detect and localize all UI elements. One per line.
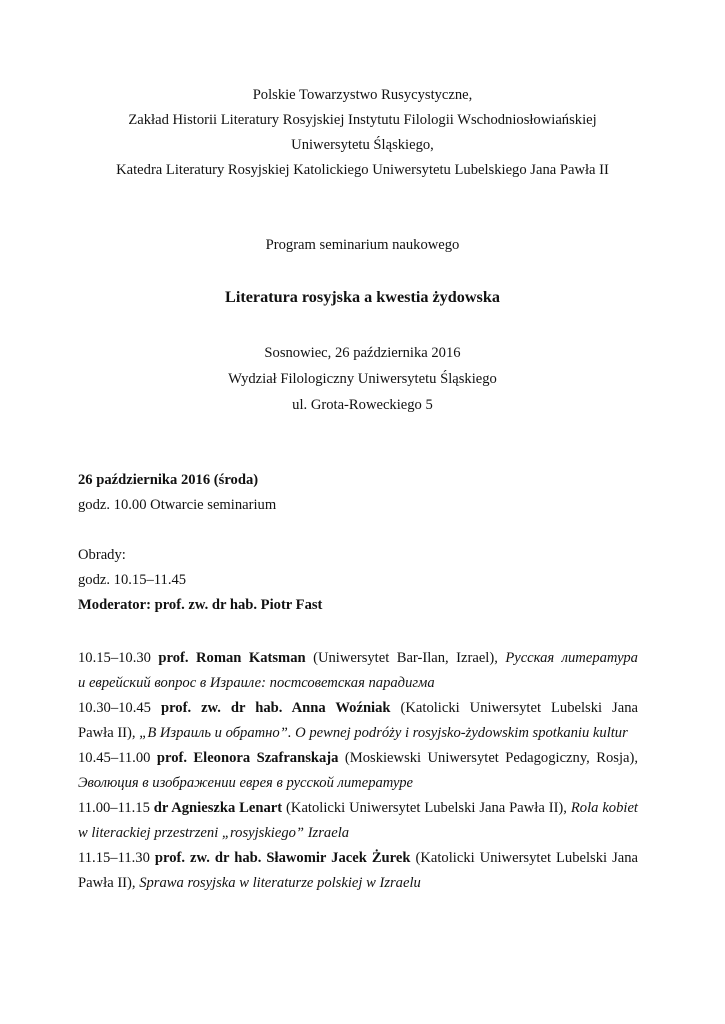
talk-time: 10.15–10.30 [78, 650, 151, 666]
talk-affiliation: (Katolicki Uniwersytet Lubelski Jana Pawła II), [286, 800, 567, 816]
talk-title: Rola kobiet [570, 800, 638, 816]
talk-title: „В Израиль и обратно”. O pewnej podróży i rosyjsko-żydowskim spotkaniu kultur [139, 725, 628, 741]
org-line-1: Polskie Towarzystwo Rusycystyczne, [252, 87, 473, 103]
document-title: Literatura rosyjska a kwestia żydowska [225, 288, 500, 306]
talk-2 [78, 696, 638, 746]
talk-title-continued: и еврейский вопрос в Израиле: постсоветская парадигма [78, 675, 435, 691]
talk-time: 11.15–11.30 [78, 850, 150, 866]
talk-affiliation: (Moskiewski Uniwersytet Pedagogiczny, Rosja), [344, 750, 638, 766]
talk-affiliation-continued: Pawła II), [78, 725, 136, 741]
talk-title: Sprawa rosyjska w literaturze polskiej w Izraelu [139, 875, 421, 891]
talk-1 [78, 646, 638, 696]
org-line-4: Katedra Literatury Rosyjskiej Katolickiego Uniwersytetu Lubelskiego Jana Pawła II [116, 162, 609, 178]
talk-affiliation: (Katolicki Uniwersytet Lubelski Jana [415, 850, 639, 866]
org-line-3: Uniwersytetu Śląskiego, [291, 137, 434, 153]
session-label: Obrady: [78, 547, 126, 563]
talk-3 [78, 746, 638, 796]
talk-title-continued: w literackiej przestrzeni „rosyjskiego” Izraela [78, 825, 350, 841]
session-time: godz. 10.15–11.45 [78, 572, 187, 588]
talk-time: 10.45–11.00 [78, 750, 151, 766]
talk-speaker: dr Agnieszka Lenart [153, 800, 283, 816]
talk-affiliation: (Katolicki Uniwersytet Lubelski Jana [400, 700, 638, 716]
talk-time: 11.00–11.15 [78, 800, 150, 816]
program-label: Program seminarium naukowego [265, 237, 460, 253]
talk-title: Эволюция в изображении еврея в русской литературе [78, 775, 414, 791]
talk-5 [78, 846, 638, 896]
day-heading: 26 października 2016 (środa) [78, 472, 259, 488]
opening-line: godz. 10.00 Otwarcie seminarium [78, 497, 277, 513]
talk-speaker: prof. Roman Katsman [158, 650, 306, 666]
place-line-3: ul. Grota-Roweckiego 5 [292, 397, 433, 413]
org-line-2: Zakład Historii Literatury Rosyjskiej Instytutu Filologii Wschodniosłowiańskiej [128, 112, 597, 128]
talk-affiliation: (Uniwersytet Bar-Ilan, Izrael), [313, 650, 498, 666]
moderator: Moderator: prof. zw. dr hab. Piotr Fast [78, 597, 323, 613]
talk-speaker: prof. Eleonora Szafranskaja [156, 750, 339, 766]
place-line-1: Sosnowiec, 26 października 2016 [264, 345, 461, 361]
talk-affiliation-continued: Pawła II), [78, 875, 136, 891]
talk-4 [78, 796, 638, 846]
talk-speaker: prof. zw. dr hab. Sławomir Jacek Żurek [154, 850, 411, 866]
place-line-2: Wydział Filologiczny Uniwersytetu Śląskiego [228, 371, 497, 387]
talk-speaker: prof. zw. dr hab. Anna Woźniak [160, 700, 391, 716]
talk-title: Русская литература [505, 650, 638, 666]
talk-time: 10.30–10.45 [78, 700, 151, 716]
